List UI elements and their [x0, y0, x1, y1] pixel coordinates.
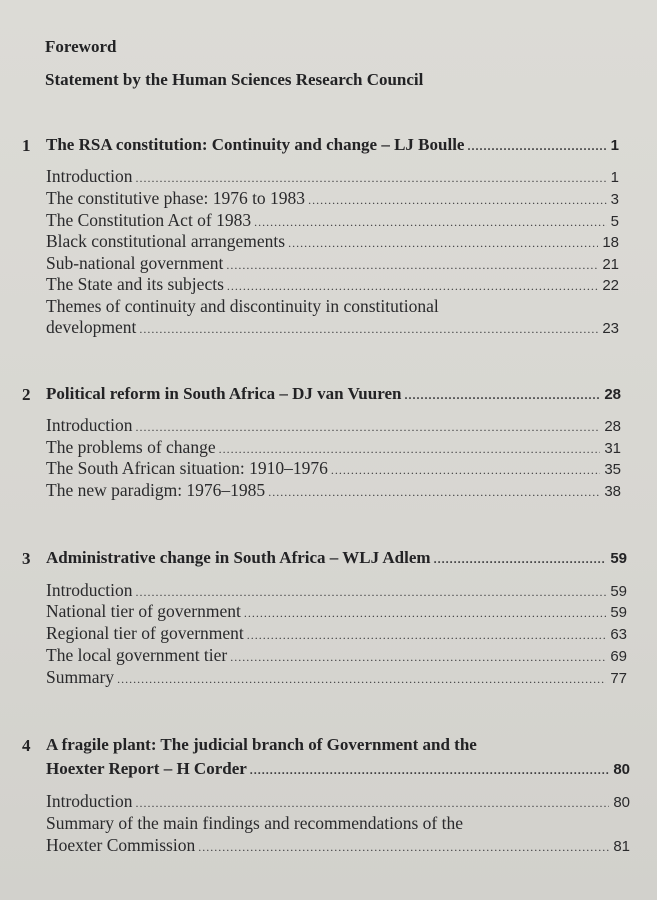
entry-label: The new paradigm: 1976–1985: [46, 480, 266, 500]
page-number: 80: [613, 761, 630, 778]
chapter-title: Administrative change in South Africa – WLJ Adlem: [46, 548, 431, 567]
toc-entry: [46, 187, 619, 211]
page-number: 59: [610, 604, 627, 621]
page-number: 21: [602, 256, 619, 273]
entry-label: The Constitution Act of 1983: [46, 210, 252, 230]
dot-leader: [136, 792, 610, 814]
page-number: 3: [610, 191, 619, 208]
toc-entry: [46, 622, 627, 646]
dot-leader: [244, 602, 606, 624]
toc-entry: [46, 479, 621, 503]
entry-label-line1: Summary of the main findings and recommendations of the: [46, 813, 463, 833]
page-number: 18: [602, 234, 619, 251]
toc-entry: [46, 790, 630, 814]
chapter-number: 2: [22, 385, 31, 404]
chapter-title: Hoexter Report – H Corder: [46, 759, 247, 778]
entry-label: Hoexter Commission: [46, 835, 196, 855]
dot-leader: [136, 167, 607, 189]
foreword-heading: Foreword: [45, 37, 117, 56]
page-number: 23: [602, 320, 619, 337]
page-number: 69: [610, 648, 627, 665]
page-number: 5: [610, 213, 619, 230]
chapter-title: Political reform in South Africa – DJ van Vuuren: [46, 384, 402, 403]
toc-entry: [46, 230, 619, 254]
chapter-title-row: [46, 547, 627, 570]
toc-entry: [46, 457, 621, 481]
toc-entry: [46, 600, 627, 624]
entry-label: Introduction: [46, 580, 133, 600]
dot-leader: [230, 646, 606, 668]
page-number: 63: [610, 626, 627, 643]
entry-label: The problems of change: [46, 437, 216, 457]
chapter-title-line1: A fragile plant: The judicial branch of Government and the: [46, 735, 477, 754]
entry-label: Introduction: [46, 415, 133, 435]
toc-entry: [46, 414, 621, 438]
page-number: 38: [604, 483, 621, 500]
chapter-number: 4: [22, 736, 31, 755]
page-number: 59: [610, 550, 627, 567]
dot-leader: [404, 384, 600, 406]
chapter-title: The RSA constitution: Continuity and change – LJ Boulle: [46, 135, 465, 154]
entry-label: National tier of government: [46, 601, 241, 621]
entry-label: The South African situation: 1910–1976: [46, 458, 328, 478]
toc-entry: [46, 273, 619, 297]
entry-label: Introduction: [46, 166, 133, 186]
dot-leader: [227, 275, 598, 297]
dot-leader: [136, 416, 601, 438]
entry-label: Regional tier of government: [46, 623, 244, 643]
toc-entry: [46, 834, 630, 858]
dot-leader: [268, 481, 600, 503]
page-number: 28: [604, 386, 621, 403]
page-number: 81: [613, 838, 630, 855]
toc-entry: [46, 316, 619, 340]
dot-leader: [139, 318, 598, 340]
page-number: 59: [610, 583, 627, 600]
dot-leader: [331, 459, 600, 481]
entry-label: The constitutive phase: 1976 to 1983: [46, 188, 306, 208]
entry-label: Sub-national government: [46, 253, 224, 273]
dot-leader: [308, 189, 607, 211]
dot-leader: [250, 759, 610, 781]
toc-entry: [46, 165, 619, 189]
chapter-number: 3: [22, 549, 31, 568]
entry-label: development: [46, 317, 137, 337]
chapter-title-row: [46, 383, 621, 406]
chapter-title-row: [46, 134, 619, 157]
entry-label: Summary: [46, 667, 115, 687]
entry-label: The local government tier: [46, 645, 228, 665]
toc-entry: [46, 666, 627, 690]
chapter-title-row: [46, 758, 630, 781]
page-number: 28: [604, 418, 621, 435]
page-number: 35: [604, 461, 621, 478]
dot-leader: [198, 836, 609, 858]
page-number: 1: [610, 137, 619, 154]
page-number: 77: [610, 670, 627, 687]
dot-leader: [117, 668, 606, 690]
entry-label: Introduction: [46, 791, 133, 811]
dot-leader: [247, 624, 607, 646]
entry-label: Black constitutional arrangements: [46, 231, 286, 251]
dot-leader: [434, 548, 607, 570]
chapter-number: 1: [22, 136, 31, 155]
page-number: 80: [613, 794, 630, 811]
page-number: 1: [610, 169, 619, 186]
toc-entry: [46, 644, 627, 668]
entry-label: The State and its subjects: [46, 274, 224, 294]
dot-leader: [467, 135, 606, 157]
dot-leader: [288, 232, 598, 254]
page-number: 22: [602, 277, 619, 294]
statement-heading: Statement by the Human Sciences Research Council: [45, 70, 424, 89]
page-number: 31: [604, 440, 621, 457]
entry-label-line1: Themes of continuity and discontinuity in constitutional: [46, 296, 439, 316]
